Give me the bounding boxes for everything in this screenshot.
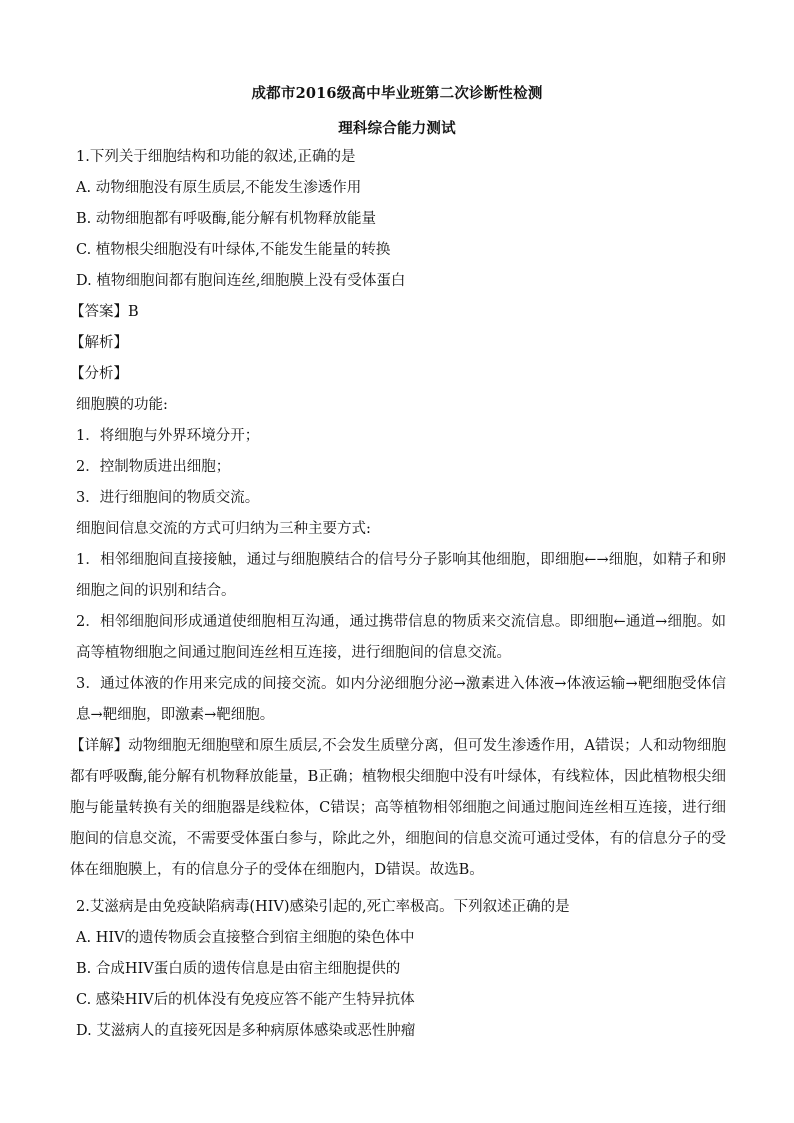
detail-paragraph: 【详解】动物细胞无细胞壁和原生质层,不会发生质壁分离，但可发生渗透作用，A错误；人和动物细胞都有呼吸酶,能分解有机物释放能量，B正确；植物根尖细胞中没有叶绿体，有线粒体，因此植物根尖细胞与能量转换有关的细胞器是线粒体，C错误；高等植物相邻细胞之间通过胞间连丝相互连接，进行细胞间的信息交流，不需要受体蛋白参与，除此之外，细胞间的信息交流可通过受体，有的信息分子的受体在细胞膜上，有的信息分子的受体在细胞内，D错误。故选B。 [70,738,726,878]
fenxi-label: 【分析】 [70,366,128,382]
question-1-option-c: C. 植物根尖细胞没有叶绿体,不能发生能量的转换 [76,242,391,258]
question-1-option-a: A. 动物细胞没有原生质层,不能发生渗透作用 [76,180,362,196]
jiexi-label: 【解析】 [70,335,128,351]
analysis-line: 3．进行细胞间的物质交流。 [76,490,260,506]
method-1-paragraph: 1．相邻细胞间直接接触，通过与细胞膜结合的信号分子影响其他细胞，即细胞←→细胞，如精子和卵细胞之间的识别和结合。 [76,552,726,599]
question-2-option-b: B. 合成HIV蛋白质的遗传信息是由宿主细胞提供的 [76,961,401,977]
answer-label: 【答案】B [70,304,139,320]
question-2-stem: 2.艾滋病是由免疫缺陷病毒(HIV)感染引起的,死亡率极高。下列叙述正确的是 [76,899,570,915]
question-2-option-c: C. 感染HIV后的机体没有免疫应答不能产生特异抗体 [76,992,415,1008]
method-3-paragraph: 3．通过体液的作用来完成的间接交流。如内分泌细胞分泌→激素进入体液→体液运输→靶细胞受体信息→靶细胞，即激素→靶细胞。 [76,676,726,723]
method-2-paragraph: 2．相邻细胞间形成通道使细胞相互沟通，通过携带信息的物质来交流信息。即细胞←通道→细胞。如高等植物细胞之间通过胞间连丝相互连接，进行细胞间的信息交流。 [76,614,726,661]
question-1-option-d: D. 植物细胞间都有胞间连丝,细胞膜上没有受体蛋白 [76,273,406,289]
question-1-option-b: B. 动物细胞都有呼吸酶,能分解有机物释放能量 [76,211,376,227]
analysis-line: 2．控制物质进出细胞； [76,459,231,475]
question-2-option-d: D. 艾滋病人的直接死因是多种病原体感染或恶性肿瘤 [76,1023,416,1039]
question-2-option-a: A. HIV的遗传物质会直接整合到宿主细胞的染色体中 [76,930,415,946]
exam-title: 成都市2016级高中毕业班第二次诊断性检测 [251,85,543,102]
analysis-line: 1．将细胞与外界环境分开； [76,428,260,444]
question-1-stem: 1.下列关于细胞结构和功能的叙述,正确的是 [76,149,356,165]
analysis-line: 细胞膜的功能: [76,397,168,413]
exam-subtitle: 理科综合能力测试 [338,120,456,137]
analysis-line: 细胞间信息交流的方式可归纳为三种主要方式: [76,521,371,537]
